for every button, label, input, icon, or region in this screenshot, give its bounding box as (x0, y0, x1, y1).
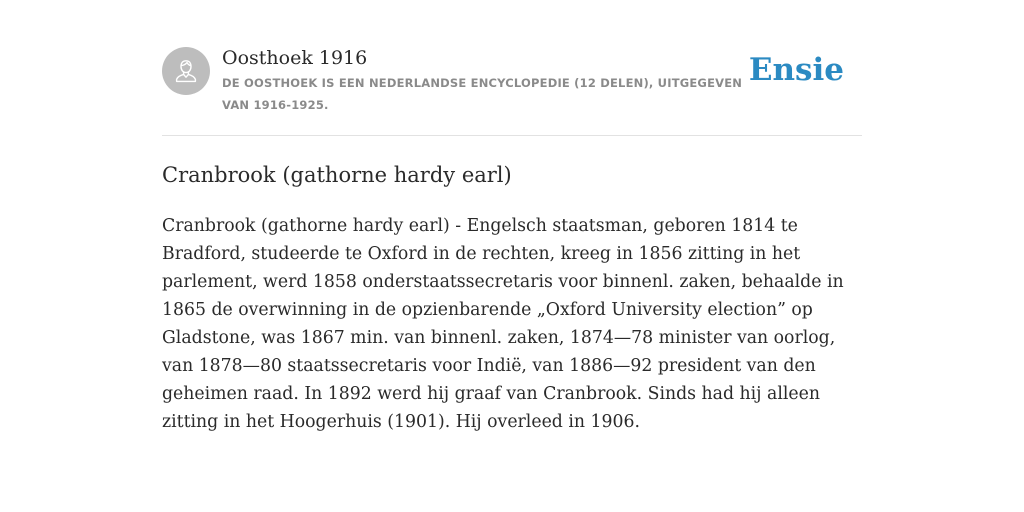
entry-title: Cranbrook (gathorne hardy earl) (162, 163, 512, 187)
source-header (162, 46, 862, 136)
divider (162, 135, 862, 136)
person-outline-icon (172, 57, 200, 85)
user-avatar-icon[interactable] (162, 47, 210, 95)
source-title[interactable]: Oosthoek 1916 (222, 47, 368, 69)
entry-body: Cranbrook (gathorne hardy earl) - Engelsch staatsman, geboren 1814 te Bradford, studeerde te Oxford in de rechten, kreeg in 1856 zitting in het parlement, werd 1858 onderstaatssecretaris voor binnenl. zaken, behaalde in 1865 de overwinning in de opzienbarende „Oxford University election” op Gladstone, was 1867 min. van binnenl. zaken, 1874—78 minister van oorlog, van 1878—80 staatssecretaris voor Indië, van 1886—92 president van den geheimen raad. In 1892 werd hij graaf van Cranbrook. Sinds had hij alleen zitting in het Hoogerhuis (1901). Hij overleed in 1906. (162, 216, 844, 432)
source-description: DE OOSTHOEK IS EEN NEDERLANDSE ENCYCLOPEDIE (12 DELEN), UITGEGEVEN VAN 1916-1925. (222, 76, 743, 112)
brand-logo[interactable]: Ensie (748, 52, 844, 88)
